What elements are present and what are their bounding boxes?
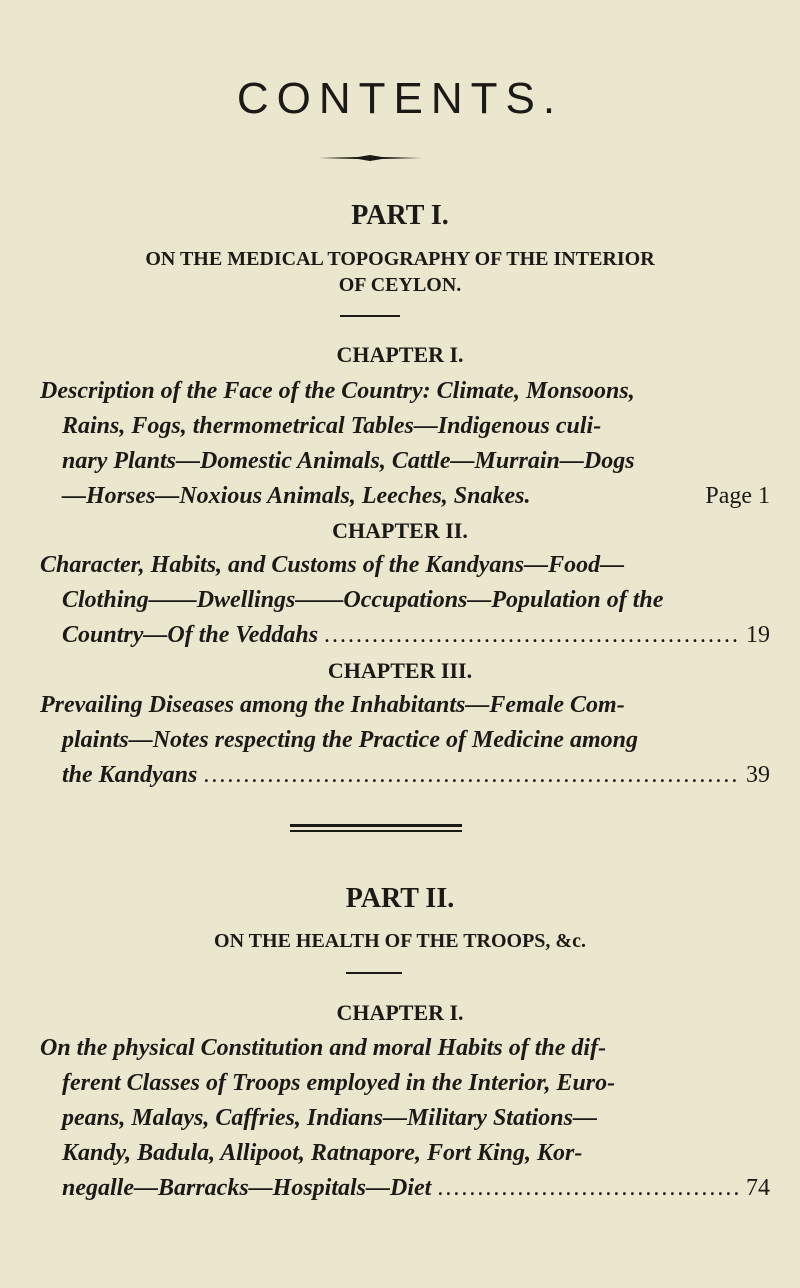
page-number: 19	[746, 622, 770, 648]
entry-line-with-page	[40, 758, 770, 793]
dot-leader	[324, 618, 740, 653]
part-1-chapter-2-label: CHAPTER II.	[332, 518, 468, 543]
part-2-chapter-1-entry	[40, 1031, 770, 1206]
part-2-subtitle: ON THE HEALTH OF THE TROOPS, &c.	[214, 930, 586, 952]
entry-line: —Horses—Noxious Animals, Leeches, Snakes.	[62, 483, 531, 509]
entry-line: plaints—Notes respecting the Practice of Medicine among	[62, 727, 638, 753]
entry-line: ferent Classes of Troops employed in the Interior, Euro-	[62, 1070, 616, 1096]
entry-line: Rains, Fogs, thermometrical Tables—Indigenous culi-	[62, 413, 602, 439]
part-1-subtitle-line-1: ON THE MEDICAL TOPOGRAPHY OF THE INTERIOR	[145, 248, 655, 270]
ornament-divider-icon	[318, 155, 422, 161]
page-number: 74	[746, 1175, 770, 1201]
part-divider-rule	[290, 824, 462, 827]
part-1-chapter-3-entry	[40, 688, 770, 793]
part-2-label: PART II.	[345, 883, 455, 914]
part-divider-rule	[290, 830, 462, 832]
entry-line: Character, Habits, and Customs of the Kandyans—Food—	[40, 552, 625, 578]
divider-rule	[340, 315, 400, 317]
entry-line: Prevailing Diseases among the Inhabitants—Female Com-	[40, 692, 625, 718]
entry-line: Country—Of the Veddahs	[62, 622, 319, 648]
entry-line-with-page	[40, 1171, 770, 1206]
part-1-chapter-3-label: CHAPTER III.	[327, 658, 473, 683]
entry-line-with-page	[40, 618, 770, 653]
entry-line: the Kandyans	[62, 762, 198, 788]
page-title: CONTENTS.	[236, 74, 564, 123]
part-1-chapter-2-entry	[40, 548, 770, 653]
entry-line-with-page	[40, 479, 770, 514]
entry-line: nary Plants—Domestic Animals, Cattle—Murrain—Dogs	[62, 448, 635, 474]
entry-line: Description of the Face of the Country: Climate, Monsoons,	[40, 378, 635, 404]
part-1-chapter-1-label: CHAPTER I.	[336, 342, 464, 367]
page-number: Page 1	[705, 483, 770, 509]
part-1-subtitle-line-2: OF CEYLON.	[338, 274, 462, 296]
entry-line: peans, Malays, Caffries, Indians—Military Stations—	[62, 1105, 597, 1131]
dot-leader	[437, 1171, 740, 1206]
entry-line: Kandy, Badula, Allipoot, Ratnapore, Fort King, Kor-	[62, 1140, 583, 1166]
entry-line: negalle—Barracks—Hospitals—Diet	[62, 1175, 432, 1201]
part-1-chapter-1-entry	[40, 374, 770, 514]
entry-line: On the physical Constitution and moral Habits of the dif-	[40, 1035, 607, 1061]
page-number: 39	[746, 762, 770, 788]
entry-line: Clothing——Dwellings——Occupations—Population of the	[62, 587, 664, 613]
dot-leader	[203, 758, 740, 793]
part-2-chapter-1-label: CHAPTER I.	[336, 1000, 464, 1025]
divider-rule	[346, 972, 402, 974]
part-1-label: PART I.	[351, 200, 449, 231]
